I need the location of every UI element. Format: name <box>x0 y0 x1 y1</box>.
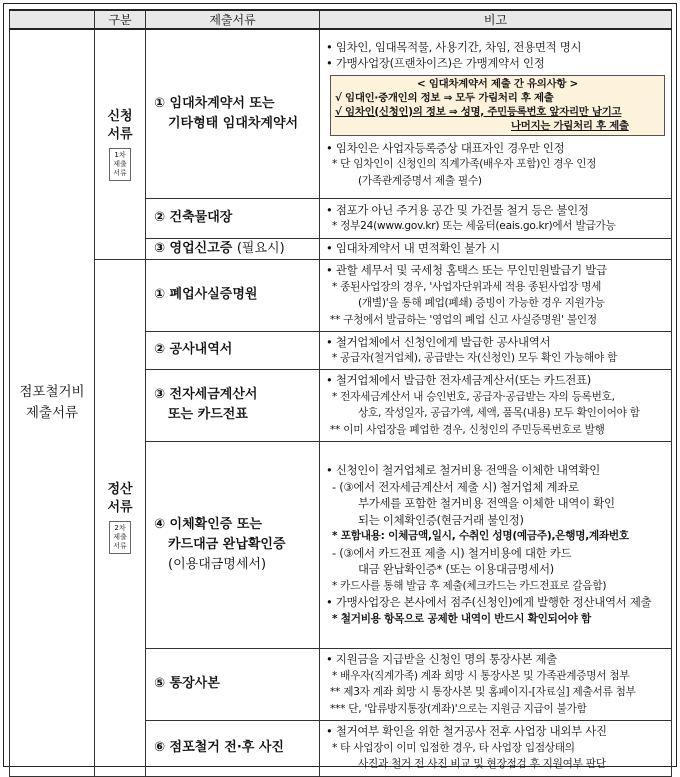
outer-label <box>10 29 95 776</box>
stamp-second-submission <box>109 521 131 554</box>
section-apply-label: 서류 <box>107 126 133 142</box>
section-settle-label: 정산 <box>107 482 133 497</box>
doc-lease <box>146 29 320 198</box>
stamp-line: 2차 <box>114 524 126 532</box>
doc-line: ③ 영업신고증 <box>154 240 233 256</box>
doc-line: ③ 전자세금계산서 <box>154 387 258 402</box>
documents-table <box>9 9 672 777</box>
notes-bankbook <box>320 648 672 720</box>
note-line: • 철거업체에서 발급한 전자세금계산서(또는 카드전표) <box>326 373 591 387</box>
notes-transfer <box>320 441 672 648</box>
note-line: - (③에서 전자세금계산서 제출 시) 철거업체 계좌로 <box>332 479 579 494</box>
doc-work: ② 공사내역서 <box>146 331 320 369</box>
note-line: (개별)'을 통해 폐업(폐쇄) 증빙이 가능한 경우 지원가능 <box>358 297 605 309</box>
note-line: • 가맹사업장(프랜차이즈)은 가맹계약서 인정 <box>326 56 545 70</box>
note-line: • 관할 세무서 및 국세청 홈택스 또는 무인민원발급기 발급 <box>326 263 607 277</box>
note-line: ** 이미 사업장을 폐업한 경우, 신청인의 주민등록번호로 발행 <box>330 423 605 436</box>
note-line: 사진과 철거 전 사진 비교 및 현장점검 후 지원여부 판단 <box>358 758 606 771</box>
notice-box-line: √ 임대인·중개인의 정보 ⇒ 모두 가림처리 후 제출 <box>335 91 554 104</box>
notice-box-line: √ 임차인(신청인)의 정보 ⇒ 성명, 주민등록번호 앞자리만 남기고 <box>335 105 622 118</box>
note-line: • 점포가 아닌 주거용 공간 및 가건물 철거 등은 불인정 <box>326 202 589 217</box>
header-documents: 제출서류 <box>146 10 320 29</box>
note-line: • 철거여부 확인을 위한 철거공사 전후 사업장 내외부 사진 <box>326 724 607 739</box>
note-line: * 정부24(www.gov.kr) 또는 세움터(eais.go.kr)에서 발급가능 <box>332 220 616 232</box>
note-line: * 종된사업장의 경우, '사업자단위과세 적용 종된사업장 명세 <box>332 280 602 293</box>
note-line: 대금 완납확인증* (또는 이용대금명세서) <box>358 562 554 576</box>
note-line: * 공급자(철거업체), 공급받는 자(신청인) 모두 확인 가능해야 함 <box>332 352 618 364</box>
outer-label-line: 점포철거비 <box>19 383 85 400</box>
note-line: • 지원금을 지급받을 신청인 명의 통장사본 제출 <box>326 652 558 666</box>
outer-label-line: 제출서류 <box>25 404 79 421</box>
note-line: • 임대차계약서 내 면적확인 불가 시 <box>326 241 500 256</box>
doc-line: ① 임대차계약서 또는 <box>154 95 275 111</box>
notice-box <box>330 75 665 136</box>
notes-permit <box>320 238 672 259</box>
stamp-line: 서류 <box>113 542 127 550</box>
note-line: - (③에서 카드전표 제출 시) 철거비용에 대한 카드 <box>332 545 572 560</box>
section-settle-label: 서류 <box>107 500 133 515</box>
stamp-line: 1차 <box>114 150 126 159</box>
note-line: (가족관계증명서 제출 필수) <box>358 174 482 187</box>
note-line: *** 단, '압류방지통장(계좌)'으로는 지원금 지급이 불가함 <box>330 702 587 715</box>
doc-line: 카드대금 완납확인증 <box>168 536 286 552</box>
doc-photos: ⑥ 점포철거 전·후 사진 <box>146 720 320 776</box>
note-line: • 신청인이 철거업체로 철거비용 전액을 이체한 내역확인 <box>326 463 601 477</box>
note-line: * 타 사업장이 이미 입점한 경우, 타 사업장 입점상태의 <box>332 741 575 754</box>
notice-box-title: < 임대차계약서 제출 간 유의사항 > <box>417 77 578 90</box>
doc-bankbook: ⑤ 통장사본 <box>146 648 320 720</box>
notice-box-line: 나머지는 가림처리 후 제출 <box>511 119 629 132</box>
doc-transfer <box>146 441 320 648</box>
doc-sub: (이용대금명세서) <box>168 556 267 572</box>
note-line: * 철거비용 항목으로 공제한 내역이 반드시 확인되어야 함 <box>332 612 591 625</box>
doc-closure: ① 폐업사실증명원 <box>146 259 320 331</box>
notes-work <box>320 331 672 369</box>
doc-invoice <box>146 369 320 441</box>
header-remarks: 비고 <box>320 10 672 29</box>
notes-lease <box>320 29 672 198</box>
note-line: * 전자세금계산서 내 승인번호, 공급자·공급받는 자의 등록번호, <box>332 390 615 403</box>
section-settle <box>95 259 146 776</box>
notes-invoice <box>320 369 672 441</box>
doc-permit <box>146 238 320 259</box>
stamp-first-submission <box>109 148 131 181</box>
notes-photos <box>320 720 672 776</box>
doc-line: ④ 이체확인증 또는 <box>154 516 262 532</box>
row-closure <box>10 259 672 331</box>
note-line: • 가맹사업장은 본사에서 점주(신청인)에게 발행한 정산내역서 제출 <box>326 595 652 609</box>
note-line: * 단 임차인이 신청인의 직계가족(배우자 포함)인 경우 인정 <box>332 158 597 170</box>
notes-closure <box>320 259 672 331</box>
note-line: 상호, 작성일자, 공급가액, 세액, 품목(내용) 모두 확인이어야 함 <box>358 407 640 419</box>
note-line: * 카드사를 통해 발급 후 제출(체크카드는 카드전표로 갈음함) <box>332 579 607 592</box>
section-apply-label: 신청 <box>107 108 133 124</box>
notes-building <box>320 198 672 238</box>
header-category: 구분 <box>95 10 146 29</box>
stamp-line: 제출 <box>113 159 127 168</box>
stamp-line: 제출 <box>113 533 127 541</box>
note-line: ** 구청에서 발급하는 '영업의 폐업 신고 사실증명원' 불인정 <box>330 313 597 326</box>
header-blank <box>10 10 95 29</box>
note-line: * 배우자(직계가족) 계좌 희망 시 통장사본 및 가족관계증명서 첨부 <box>332 669 630 682</box>
note-line: ** 제3자 계좌 희망 시 통장사본 및 홈페이지-[자료실] 제출서류 첨부 <box>330 686 636 698</box>
note-line: • 임차인은 사업자등록증상 대표자인 경우만 인정 <box>326 140 565 155</box>
note-line: 되는 이체확인증(현금거래 불인정) <box>358 512 524 527</box>
note-line: • 임차인, 임대목적물, 사용기간, 차임, 전용면적 명시 <box>326 39 582 54</box>
note-line: 부가세를 포함한 철거비용 전액을 이체한 내역이 확인 <box>358 496 615 510</box>
note-line: • 철거업체에서 신청인에게 발급한 공사내역서 <box>326 334 551 349</box>
doc-line: 기타형태 임대차계약서 <box>168 115 299 131</box>
note-line: * 포함내용: 이체금액,일시, 수취인 성명(예금주),은행명,계좌번호 <box>332 530 629 542</box>
doc-building: ② 건축물대장 <box>146 198 320 238</box>
row-lease <box>10 29 672 198</box>
doc-sub: (필요시) <box>236 240 285 256</box>
section-apply <box>95 29 146 259</box>
stamp-line: 서류 <box>113 168 127 177</box>
header-row <box>10 10 672 29</box>
doc-line: 또는 카드전표 <box>168 407 248 422</box>
